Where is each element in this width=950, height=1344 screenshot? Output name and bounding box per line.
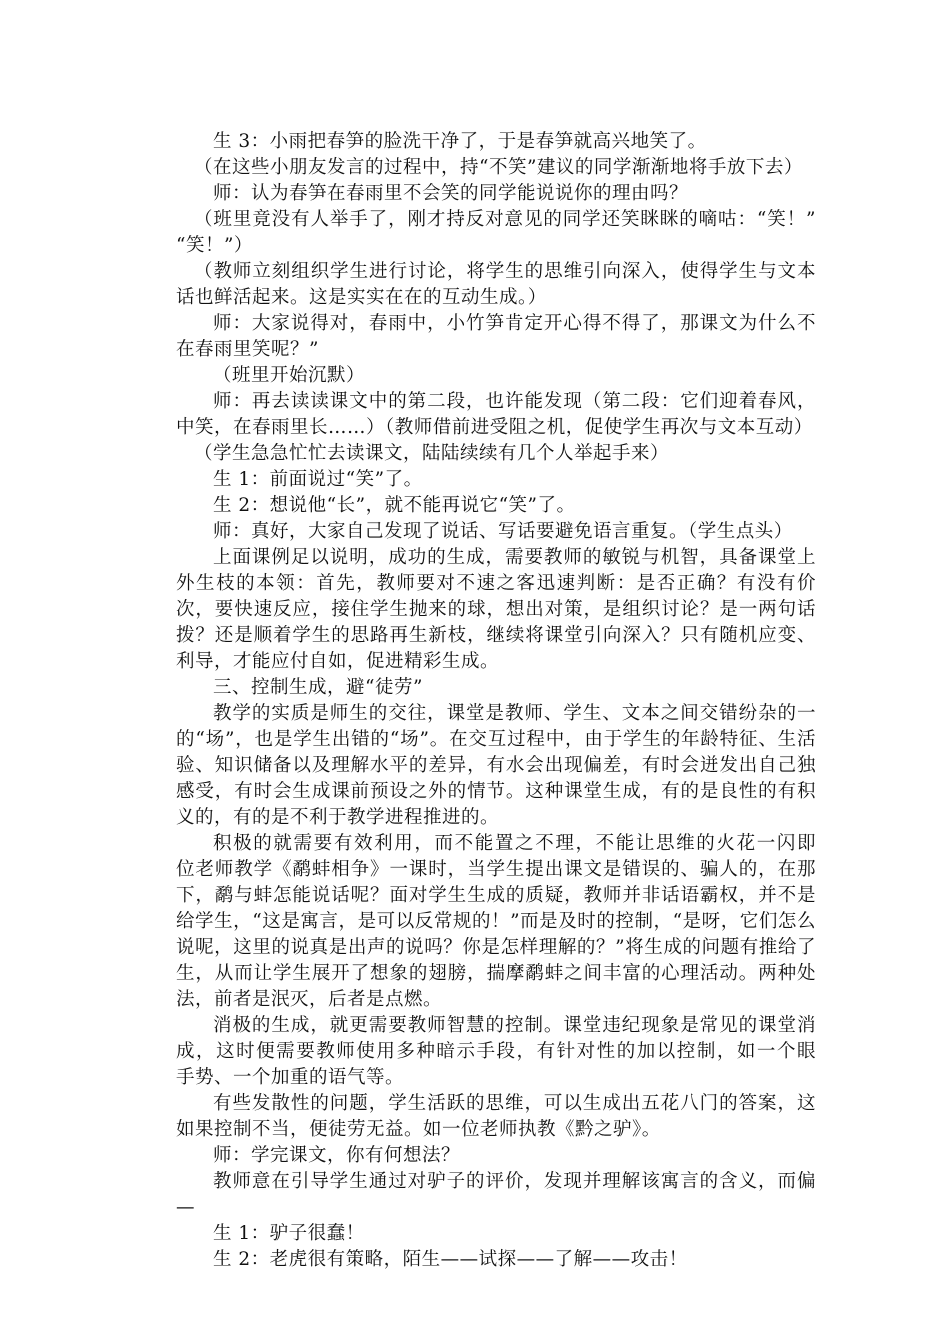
- text-line: （教师立刻组织学生进行讨论，将学生的思维引向深入，使得学生与文本: [194, 261, 816, 282]
- text-line: 教学的实质是师生的交往，课堂是教师、学生、文本之间交错纷杂的一: [213, 703, 816, 724]
- text-line: 教师意在引导学生通过对驴子的评价，发现并理解该寓言的含义，而偏: [213, 1171, 816, 1192]
- text-line: 师：认为春笋在春雨里不会笑的同学能说说你的理由吗？: [213, 183, 689, 204]
- text-line: 的“场”，也是学生出错的“场”。在交互过程中，由于学生的年龄特征、生活: [176, 729, 816, 750]
- text-line: 师：学完课文，你有何想法？: [213, 1145, 461, 1166]
- text-line: 师：大家说得对，春雨中，小竹笋肯定开心得不得了，那课文为什么不: [213, 313, 816, 334]
- text-line: 手势、一个加重的语气等。: [176, 1067, 405, 1088]
- text-line: 积极的就需要有效利用，而不能置之不理，不能让思维的火花一闪即: [213, 833, 816, 854]
- text-line: 消极的生成，就更需要教师智慧的控制。课堂违纪现象是常见的课堂消: [213, 1015, 816, 1036]
- text-line: “笑！”）: [176, 235, 253, 256]
- text-line: 拨？还是顺着学生的思路再生新枝，继续将课堂引向深入？只有随机应变、: [176, 625, 816, 646]
- text-line: 位老师教学《鹬蚌相争》一课时，当学生提出课文是错误的、骗人的，在那: [176, 859, 816, 880]
- text-line: 说呢，这里的说真是出声的说吗？你是怎样理解的？”将生成的问题有推给了: [176, 937, 816, 958]
- text-line: 次，要快速反应，接住学生抛来的球，想出对策，是组织讨论？是一两句话: [176, 599, 816, 620]
- text-line: 感受，有时会生成课前预设之外的情节。这种课堂生成，有的是良性的有积: [176, 781, 816, 802]
- text-line: （班里开始沉默）: [213, 365, 366, 386]
- text-line: 给学生，“这是寓言，是可以反常规的！”而是及时的控制，“是呀，它们怎么: [176, 911, 816, 932]
- text-line: 师：再去读读课文中的第二段，也许能发现（第二段：它们迎着春风，: [213, 391, 816, 412]
- section-heading: 三、控制生成，避“徒劳”: [213, 677, 423, 698]
- text-line: 话也鲜活起来。这是实实在在的互动生成。）: [176, 287, 547, 308]
- text-line: 义的，有的是不利于教学进程推进的。: [176, 807, 500, 828]
- text-line: 生 2：想说他“长”，就不能再说它“笑”了。: [213, 495, 576, 516]
- text-line: 生 3：小雨把春笋的脸洗干净了，于是春笋就高兴地笑了。: [213, 131, 707, 152]
- text-line: 成，这时便需要教师使用多种暗示手段，有针对性的加以控制，如一个眼: [176, 1041, 816, 1062]
- text-line: 在春雨里笑呢？”: [176, 339, 319, 360]
- text-line: 生 1：驴子很蠢！: [213, 1223, 365, 1244]
- text-line: —: [176, 1197, 195, 1218]
- text-line: 生 2：老虎很有策略，陌生——试探——了解——攻击！: [213, 1249, 688, 1270]
- text-line: 上面课例足以说明，成功的生成，需要教师的敏锐与机智，具备课堂上: [213, 547, 816, 568]
- text-line: 如果控制不当，便徒劳无益。如一位老师执教《黔之驴》。: [176, 1119, 661, 1140]
- text-line: 利导，才能应付自如，促进精彩生成。: [176, 651, 500, 672]
- text-line: （学生急急忙忙去读课文，陆陆续续有几个人举起手来）: [194, 443, 670, 464]
- text-line: 中笑，在春雨里长……）（教师借前进受阻之机，促使学生再次与文本互动）: [176, 417, 813, 438]
- text-line: 师：真好，大家自己发现了说话、写话要避免语言重复。（学生点头）: [213, 521, 793, 542]
- text-line: 生，从而让学生展开了想象的翅膀，揣摩鹬蚌之间丰富的心理活动。两种处: [176, 963, 816, 984]
- text-line: 验、知识储备以及理解水平的差异，有水会出现偏差，有时会迸发出自己独: [176, 755, 816, 776]
- text-line: 法，前者是泯灭，后者是点燃。: [176, 989, 443, 1010]
- text-line: 下，鹬与蚌怎能说话呢？面对学生生成的质疑，教师并非话语霸权，并不是: [176, 885, 816, 906]
- text-line: 外生枝的本领：首先，教师要对不速之客迅速判断：是否正确？有没有价: [176, 573, 816, 594]
- text-line: 有些发散性的问题，学生活跃的思维，可以生成出五花八门的答案，这: [213, 1093, 816, 1114]
- text-line: 生 1：前面说过“笑”了。: [213, 469, 423, 490]
- text-line: （班里竟没有人举手了，刚才持反对意见的同学还笑眯眯的嘀咕：“笑！”: [194, 209, 816, 230]
- text-line: （在这些小朋友发言的过程中，持“不笑”建议的同学渐渐地将手放下去）: [194, 157, 803, 178]
